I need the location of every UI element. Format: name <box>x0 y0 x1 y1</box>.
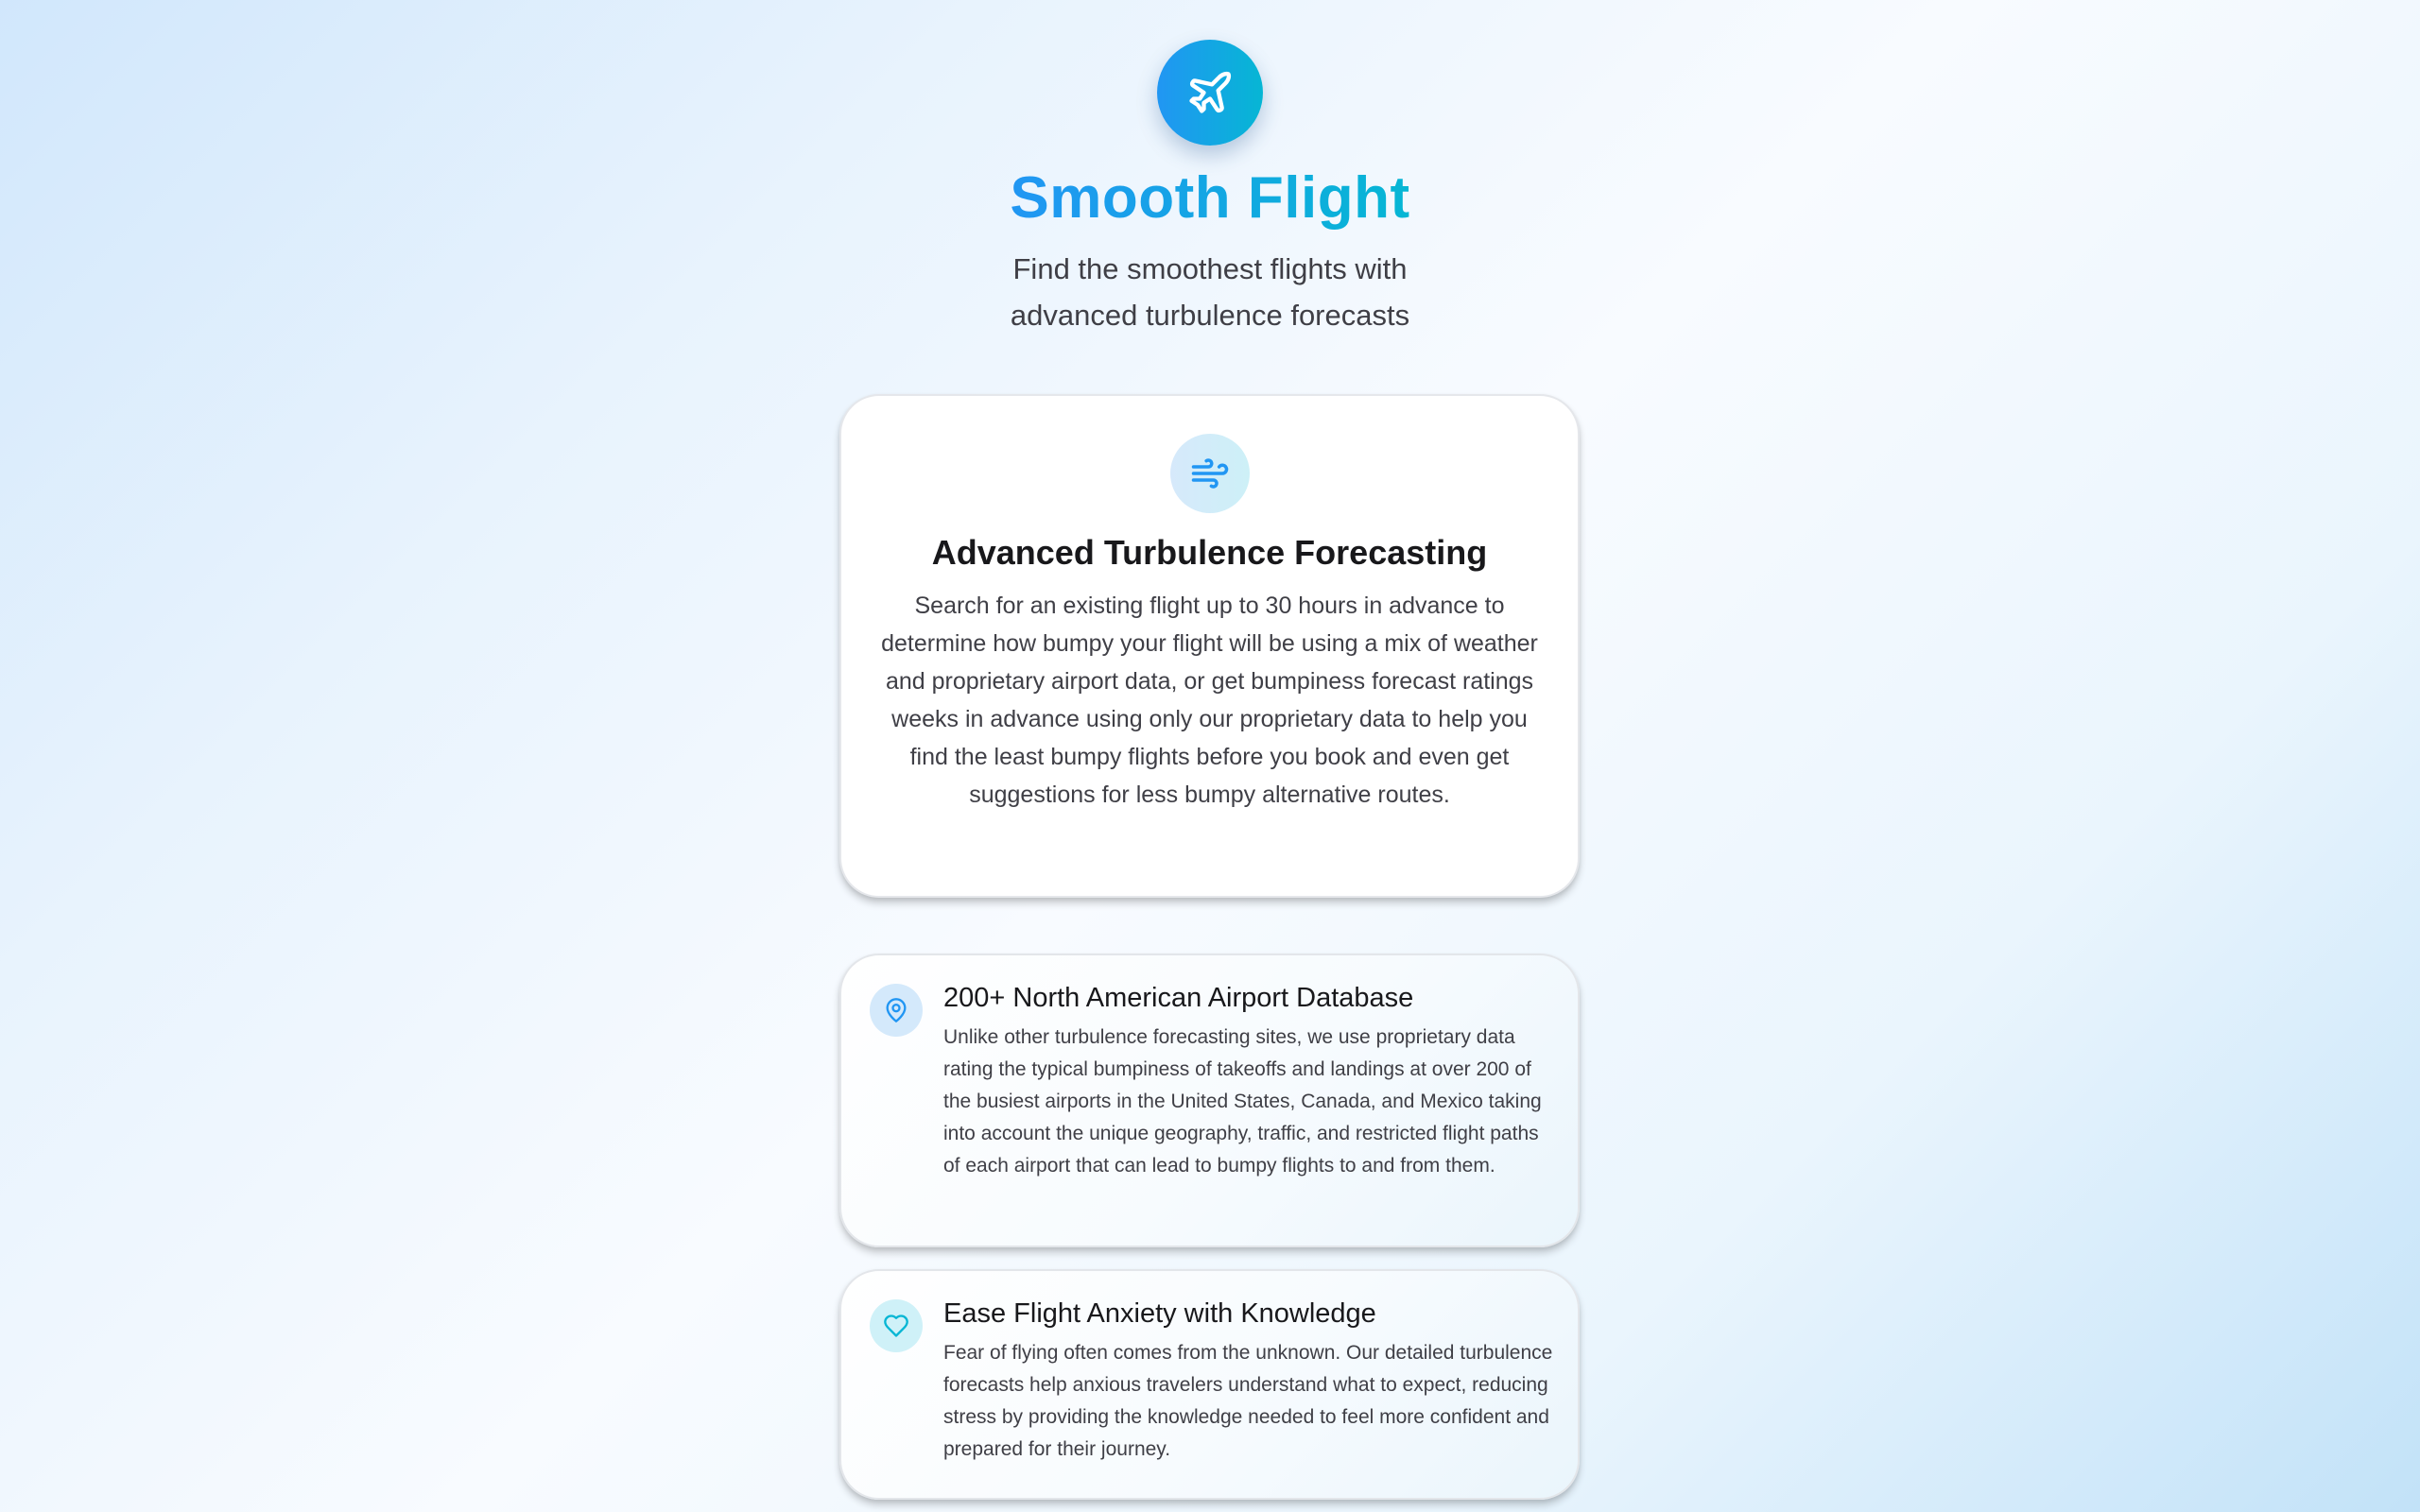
feature-icon-badge <box>870 1299 923 1352</box>
feature-title: Ease Flight Anxiety with Knowledge <box>943 1298 1376 1329</box>
hero-card <box>839 394 1580 898</box>
hero-title: Advanced Turbulence Forecasting <box>931 533 1488 572</box>
heart-icon <box>883 1313 909 1339</box>
plane-icon <box>1185 68 1235 117</box>
hero-description: Search for an existing flight up to 30 hours in advance to determine how bumpy your flight will be using a mix of weather and proprietary airport data, or get bumpiness forecast ratings weeks in advance using only our proprietary data to help you find the least bumpy flights before you book and even get suggestions for less bumpy alternative routes. <box>881 593 1538 808</box>
map-pin-icon <box>883 997 909 1023</box>
tagline: Find the smoothest flights with advanced turbulence forecasts <box>1010 252 1410 332</box>
feature-description: Unlike other turbulence forecasting sites, we use proprietary data rating the typical bumpiness of takeoffs and landings at over 200 of the busiest airports in the United States, Canada, and Mexico taking into account the unique geography, traffic, and restricted flight paths of each airport that can lead to bumpy flights to and from them. <box>943 1026 1542 1177</box>
feature-title: 200+ North American Airport Database <box>943 983 1414 1013</box>
feature-icon-badge <box>870 984 923 1037</box>
feature-text <box>943 984 1558 1182</box>
wind-icon <box>1190 454 1230 493</box>
feature-description: Fear of flying often comes from the unknown. Our detailed turbulence forecasts help anxious travelers understand what to expect, reducing stress by providing the knowledge needed to feel more confident and prepared for their journey. <box>943 1342 1553 1460</box>
feature-card-flight-anxiety <box>839 1269 1580 1500</box>
feature-card-airport-database <box>839 954 1580 1247</box>
hero-icon-badge <box>1170 434 1250 513</box>
brand-title: Smooth Flight <box>1010 165 1410 231</box>
feature-text <box>943 1299 1558 1466</box>
logo <box>1157 40 1263 146</box>
